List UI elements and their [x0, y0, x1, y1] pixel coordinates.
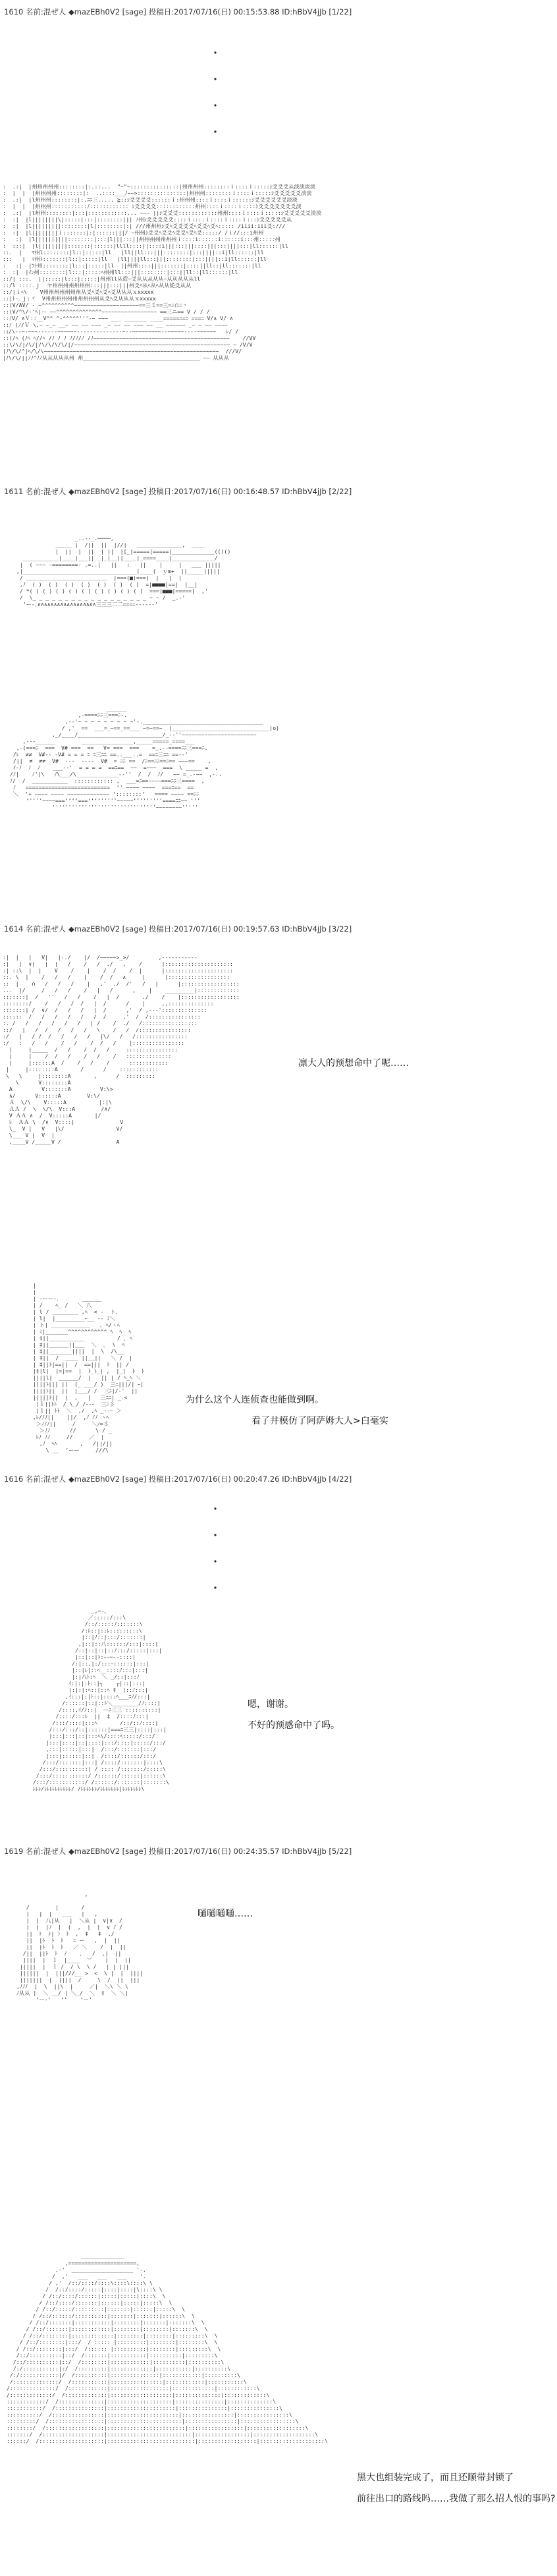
- character-ascii-art: | | | ‐ーー-､ ______ | / ﾍ_ / ＼ 八 | l / ________ ,ﾍ < - ト､ | l| |_________ｰ__ -- ﾐ＼ | ト| ____________ ､ ﾍ/ヽﾍ | ﾐ|_______^^^^^^^^^^^^ ﾍ ﾍ ﾍ | ‡||___________ / ､ ﾍ | ‡||______||___ ＼ ､ \ ﾍ | ‡||_______|||| | \ /\__ | ‡|| / ____ ||__|| ＼ / | | ‡||ﾄ|==|| / ==||| ﾄ || / |‡|l| |=|== | ﾄ_ﾄ_| , |_| ﾄ ﾄ ||||l| ______/ | || | / ﾍ_ﾍ ＼ ||||ﾄ||| || (_ ___/ ) 三ﾆ|||/| ｰ| ||||ﾄ|| || |___/ / 三ﾆ|/-' || |||||ﾄ|| | , | 三ﾆﾆ| _.< |ｌ||ﾄﾄ / \_/ /ｰ-ｰ 三ﾆ彡 |ｌ|| ﾄﾄ ＼ ,/ ,ﾍ _--ｰ ＞ ,ﾚ/ﾉﾉ|| ||/ ,ﾉ ﾉﾉ ヽﾍ ＞ﾉﾉﾉ|| / ＼ﾉ=彡 ＞ﾉﾉ // \ / _ ﾚﾉ ﾉﾉ // ／ | ,ﾉ ﾍﾍ , /||/|| \ __ ‘ーー ///\: [32, 1282, 145, 1453]
- forest-ascii-art: : .:| |州州州州州::::::::|:.::... "~"~:::::::::::::::|州州州州::::::::ｉ::::ｉ:::::ｼ爻爻爻从淡淡淡淡 : | | |州州州州::::::::|: ..::::___ﾉ~~>:::::::::::::::|州州州::::::::ｉ::::ｉ:::::ｼ爻爻爻爻爻淡淡 : .:| |l州州州::::::::|:.ﾆﾆ三..... ≧::ｼ爻爻爻爻::::::ｉ:州州州::::ｉ::::ｉ::::::ｼ爻爻爻爻爻爻淡淡 : | | |州州州:::::::::::ﾉ:::::::::::: ｼ爻爻爻爻::::::::::::州州::::ｉ::::ｉ::::ｼ爻爻爻爻爻爻爻淡 : .:| |l州州::::::::|:::|::::::::::::... ~~~ ||ｼ爻爻爻::::::::::::州州::::ｉ::::ｉ:::::ｼ爻爻爻爻爻淡淡 : :| |l||||||||\|:::::|:::|::::::::||| ﾉ州ｼ爻爻爻爻爻::::ｉ::::ｉ::::ｉ::::ｉ:::ｼ爻爻爻爻爻从 : :| |l|||||||||::::::::|l|::::::::|:| ///州州州ｼ爻ﾍ爻爻爻爻ﾍ爻爻ﾍ爻ﾍ::::: /iiii:iii爻:/// : :| |l||||||||ｉ:::::::|:|::::::|||/ ~州州ｼ爻爻ﾍ爻爻ﾍ爻爻ﾍ爻ﾍ爻:::::/ /ｉ//:::i州州 : :| |l||||||||||::::::::|:::|l|||:::||州州州州州州州ｉ::::i::::::i::::::i:::州:::::州 : :::| |l|||||||||:::::::|::::::|llll::::||::::i|||:::|||::::|||:::||||:::|ll::::::|ll ::. | ﾏ州l::::::::|l::|:::::|ll |ll||ll:::|||::::::::|:::||||::i|ll::::::|ll ::: | ﾏ州ﾄ:::::::|l::|:::::|ll |ll||||ll:::|||::::::::|:::||||::i|ll::::::|ll : :| |ﾌﾄ州::::::::|l:::|:::::|ll ||州州::::|||:::::::|::::||ll::|ll:::::::|ll : :| |ｲﾝ州::::::::|l:::|:::::ﾍ州州ll:::|||::::::::|:::||ll::|ll::::::|ll ::/| :::. ||:::::|l:::|:::::|州州ll从從~爻从从从从从~从从从从从ll ::/l ::::.ｊ ヤ州州州州州州州:::|||:::|||州爻ﾍ从ﾍ从ﾍ从从從爻从从 ::/|ｉﾍ\ V州州州州州州州从爻ﾍ爻ﾍ爻ﾍ爻从从从ｘxxxxx ::|ﾄ-.ｊ:ヾ V州州州州州州州州州州从爻ﾍ爻从从从ｘxxxxx ::(V/AV/ -_~^^^^^^^^^^~~~~~~~~~~~~~~~~~~~~==三ミ==三=ﾆｲﾆﾆ丶 ::(V/^\/-'ﾍ|ー ~~^^^^^^^^^^^^^^~~~~~~~~~~~~~~~~~ ==三ニ== V / / / ::ﾉV/ ∧Ｖ::__V^^ ^-^^^^^'''-~ ~~~ ___ _______ ____=====ﾆ=ﾆ ===ﾆ V/∧ V/ ∧ ::ﾉ (ﾉ/Ｖ \,~ ~_~ __~ ~~ ~~ ~~~ _~ ~~ ~~ ~~~ ~~ __ ~~~~~~ _~ ~ ~~ ~~~~ :ｨ/\--~-~~~------~~~~~~--------------~--~~~~~~~~~--~~~~~----~~~~~~ ﾚ/ / ::(/ﾍ (ﾉﾍ ﾍ//ﾍ /ﾉ ﾉ ﾉ ﾉ/ﾉ/ﾉ /ﾉ~~~~~~~~~~~~~~~~~~~~~~~~~~~~~~~~~~~~~~~~~~ //VV ::\/\/|/\/|/\/\/\/\/|/~~~~~~~~~~~~~~~~~~~~~~~~~~~~~~~~~~~~~~~~~~~~~~~~ ~ /V/V |ﾉ\/\/^|ﾍ/\/\~~~~~~~~~~~~~~~~~~~~~~~~~~~~~~~~~~~~~~~~~~~~~~~~~~~~~~ ///V/ |ﾉ\/\/||ﾉﾉ^ﾉﾉ从从从从从州 州____________________________________ ~~ 从从从: [3, 183, 322, 361]
- dialogue-text: 凛大人的预想命中了呢……: [298, 1058, 409, 1069]
- dot: ・: [209, 1503, 221, 1517]
- dot: ・: [209, 1555, 221, 1569]
- dialogue-text: 为什么这个人连侦查也能做到啊。: [186, 1395, 324, 1405]
- dot: ・: [209, 47, 221, 61]
- tank-ascii-art: _..--_.────, _____ | /|| || |//| ______________, ____ | || | || | || |[_|=====|=====|_____________(()() ___________|____|___|| _|_|__||____|_====____|_____________/ | ( ~~~ -========- .=..| || : || | | ___ ||||| ,|___________________________________|____( ｙm+ ||_____||||| / ＿＿＿＿＿＿＿＿＿＿＿＿＿＿＿ |===(■)===| | | | ,ﾉ ( ) ( ) ( ) ( ) ( ) ( ) ( ) =|■■■■|==| |__| / *( ) ( ) ( ) ( ) ( ) ( ) ( ) ( ) ( ) ===|■■■|=====| ,' / \_ _ _ _ _ _ _ _ _ _ _ _ _ _ _ _ _ _ ~ ~ / _.-' ‘ー-､∧∧∧∧∧∧∧∧∧∧∧∧∧∧∧∧∧∧三三三二二===ﾆ------': [16, 535, 231, 607]
- dot: ・: [209, 1529, 221, 1543]
- dialogue-text: 看了井模仿了阿萨姆大人>白毫实: [252, 1416, 388, 1426]
- dialogue-text: 嗵嗵嗵嗵……: [198, 1909, 253, 1919]
- dialogue-text: 嗯，谢谢。: [248, 1699, 294, 1710]
- dot: ・: [209, 99, 221, 113]
- tank-ascii-art: ______ ,-====ﾆﾆ三===ﾆ-. ,--'~ ~ ~ ~ ~ ~ ~ ~ ~'-._____________________________________ / ,' == ___=_~==_==___ ~=~==~ |______________________________|o) ,_/____/__________________________/_-‐''~~~~~~~~~~~~~~~~~~~~~~~ ,---______ ________________,_____=====_====___ ,-(===ﾆ === V# === == V= === === =_.--====ﾆﾆ三===ﾆ, /ﾚ ≠≠ V#-- -V# = = = ﾆ ﾆ三ﾆﾆ ==..___..= ==ﾆ三ﾆﾆ ==--' /|| ≠ ≠≠ V# --- ---- V# = ﾆﾆ == /ﾆ==ﾆﾆ==ﾆ== ~~~== , ｲ-ﾉ ﾉ ﾉ ___--' = = = = ==ﾆ== ~~ =~~~ === \ _____ = , /ﾉ| ﾉ'|\ ﾉ\___/\_____________--'' / / ﾉ/ ~~ =_.-~~ ,-.. ﾉ/ / ___________ :::::::::::: , ___=ﾆ==~~~~===ﾆﾆ三==== , ﾉ ========================== ‘' ~~~~ ~~~~ ===ﾆ== == ＼ ‘+ ~~~~ ~~~~ ~~~~~~~~~~~~~ ‘::::::::‘ ==== ~~~~ ==ﾆﾆ ‘''''~~~~===‘‘‘‘===‘‘‘‘'''''~~~~~‘‘'''''''====ﾆﾆ~~ ''' ''''''''''''''''''''''''''''''''~~~~~~~~''''': [9, 705, 280, 810]
- dot: ・: [209, 126, 221, 140]
- post-header: 1614 名前:混ぜ人 ◆mazEBh0V2 [sage] 投稿日:2017/07/16(日) 00:19:57.63 ID:hBbV4jJb [3/22]: [4, 924, 352, 934]
- character-ascii-art: :| | | V| |:./ |/ /~~~~~>_>/ ,----------- :| | ∨| | | / / / ./ , / |::::::::::::::::::::: :| ::\ | | V / | / / / | |::::::::::::::::::::: ::. \ | / / / | / / ∧ | |::::::::::::::::::: :: | ∩ / / / | ,' ./ /' / | |:::::::::::::::::: ... |/ / / / / | / , | _________|::::::::::::: :::::::| / '' / / / | / ./ / |:::::::::::::::::: ::::::::/ / / / / | / / | ,,:::::::::::::: :::::::| / ∨/ / / / | / ,' / ,---':::::::::::::: :::::: / / / / / / / ,' / /:::::::::::::::: :. / / / / / / | / / ./ /::::::::::::::::: ::/ | / / / / / \ / / /:::::::::::::::: :/ | / / / / / / |\/ / /:::::::::::::::: :/ : / / / / / / / |:::::::::::::::: | |_____ / / / / / :::::::::::::::: | | / / / / / / :::::::::::::: | |:::::.A / / / / :::::::::::: | |::::::::A / / :::::::::::: \ \ |::::::::A , / ::::::::: \ V::::::::A A V:::::::A V:\> ∧/ V::::::A V:\/ Ａ \/\ V:::::A |:|\ ＡＡ / \ \/\ V:::A /∧/ V ＡＡ ∧ / V:::::A |/ ﾚ ＡＡ \ /∨ V::::| V \_ V | V |\/ V/ \___ V | V | ,____V /_____V / A: [3, 954, 240, 1145]
- dialogue-text: 前往出口的路线吗……我做了那么招人恨的事吗?: [357, 2494, 556, 2504]
- post-header: 1611 名前:混ぜ人 ◆mazEBh0V2 [sage] 投稿日:2017/07/16(日) 00:16:48.57 ID:hBbV4jJb [2/22]: [4, 487, 352, 496]
- post-header: 1616 名前:混ぜ人 ◆mazEBh0V2 [sage] 投稿日:2017/07/16(日) 00:20:47.26 ID:hBbV4jJb [4/22]: [4, 1474, 352, 1484]
- dot: ・: [209, 73, 221, 87]
- dialogue-text: 黑大也组装完成了，而且还顺带封锁了: [357, 2473, 514, 2483]
- character-ascii-art: ＿＿＿＿＿＿＿＿ ,=====================, ,-' ___________________ '-. / ,' ___ ___ ___ '. / ,' /::/::::/::::\::::\::::\ \ / /::/::::/:::::|::::|::::|\::::\ \ / /::/::::/::::::|:::::|:::::|::::\ \ / /::/::::/:::::::|::::::|:::::|:::::\ \ / /::/:::::/:::::::::|:::::::|::::::|:::::\ \ / /::/::::::/::::::::::|:::::::|:::::::|::::::\ \ / /::/:::::::|:::::::::::|::::::::|:::::::|:::::::\ \ / /::/:::::::|::::::::::::|::::::::|::::::::|:::::::\ \ / /::/::::::::|:::::::::::::|::::::::|::::::::|:::::::::\ \ / /::/::::::::|:::/ / ::::: |:::::::::|::::::::|::::::::\ \ / /::/::::::::|:::/ /:::::: |::::::::::|::::::::|:::::::::\ \ /::/::::::::::|::/ /:::::::|:::::::::::|::::::::::|:::::::::\ /::/::::::::::|::/ /::::::::|::::::::::::|::::::::::|::::::::::\ /:/:::::::::::|:/ /:::::::::|:::::::::::::|:::::::::::|::::::::::\ /:/::::::::::::|/ /::::::::::|:::::::::::::::|::::::::::::|::::::::::\ /::::::::::::::/ /:::::::::::|::::::::::::::::|::::::::::::|:::::::::::\ /::::::::::::::/ /::::::::::::|::::::::::::::::::|:::::::::::::|::::::::::::\ /:::::::::::::/ /:::::::::::::|:::::::::::::::::::|::::::::::::::|:::::::::::::\ ::::::::::::/ /::::::::::::::|::::::::::::::::::::|:::::::::::::::|::::::::::::::\ :::::::::::/ /:::::::::::::::|:::::::::::::::::::::|:::::::::::::::|:::::::::::::::\ ::::::::::/ /::::::::::::::::|::::::::::::::::::::::|::::::::::::::::|::::::::::::::::\ :::::::::/ /:::::::::::::::::|:::::::::::::::::::::::|::::::::::::::::|:::::::::::::::::\ ::::::::/ /::::::::::::::::::|::::::::::::::::::::::::|:::::::::::::::::|::::::::::::::::::\ :::::::/ /:::::::::::::::::::|::::::::::::::::::::::::::|:::::::::::::::::|:::::::::::::::::::\ ::::::/ /::::::::::::::::::::|:::::::::::::::::::::::::::|::::::::::::::::::|::::::::::::::::::::\: [7, 2253, 328, 2444]
- dialogue-text: 不好的预感命中了吗。: [248, 1720, 340, 1731]
- post-header: 1619 名前:混ぜ人 ◆mazEBh0V2 [sage] 投稿日:2017/07/16(日) 00:24:35.57 ID:hBbV4jJb [5/22]: [4, 1847, 352, 1856]
- ellipsis-dots: [209, 41, 221, 146]
- character-ascii-art: , / | / | | | ___ | , | | 八|从 | ＼从 | ∨|∨ / | | |ﾉ | ( , | | ∨ ﾉ / || ﾄ ﾄ| 〉 ﾄ , ‡ ‡ ,/ || |ﾄ ﾄ ﾄ ﾆ ー , | || || |ﾄ ﾄ ﾄ ／ ＼ / | || /|| ||ﾄ ﾄ ﾉ ､ / ,| || |||| | ｌ |____ ︶ | | || ||||| | ｌ / / \ \ / | | ||| |||||| | |||///__ > < \ | | |||| ||||||| | |||| / \ / || ||| ,ﾉﾉﾉ | \ ||\ | ／| ＼\ ＼ \ ﾉ从从 | ＼ __/ | ＼_/ ＼ ‡ ＼ ＼| ‘ー‐' ‘' ‘ー': [16, 1891, 144, 2003]
- character-ascii-art: _,─-、 ／:::::/:::\ /::/:::::ﾉ:::::::\ /:ﾚ::|::ﾚ:::::::::\ |::|ﾉ::|:::/:::::::| ,|::|::八::::::/:::|::::| /::|::|::|::ﾉ:::/:::::|:::| |::|::|ﾄ:ｰ-─--::::| /:|::,|:/:::ｰ::::::|:::| |::|ﾚ|::ﾍ__::::ﾉ:::|:::| |:|八ﾄ:ﾍ ＼ _/::|:::ﾉ ｲ:|:|:ﾄ::|┐ ┌|::|:::| |:|:|:ﾍ::|::ﾍ ‡ |::ﾉ:::| ,ｲ:::|:|ﾄ::|::::ﾍ___ﾆﾉ/:::| /::::::|::|::ﾄ＼________/ﾉ::::| /::::,ｲ/ﾉ::| ーﾆ三三 ::::::::::| /::::/:::ﾚ || ‡ /::::ﾉ:::| /:::/::::|:::ﾍ /::/::ﾉ::::| /:::/:::/::|::::::|===ﾆ三三|::::|:::| |:::|:::|::|:::ﾍ\/::::ﾍ:::::/:::/ |:::|::::|::|::::|:::/::::|:::::/:::/ ,:::|:::::|:::| /:::/:::::::|:::/ |:::|::::::|::| /::::/::::::/:::/ /:::/:::::::|:::| /::::/:::::::|::::\ /:::/::::::::::| / :::: /:::::::/:::::\ /:::/:::::::::::/ /::::::/::::::|::::::\ /:::/:::::::::::/ /::::::/:::::::|:::::::\ ﾚﾚﾚ/ﾚﾚﾚﾚﾚﾚﾚﾚﾚﾚ/ /ﾚﾚﾚﾚﾚﾚ/ﾚﾚﾚﾚﾚﾚﾚ|ﾚﾚﾚﾚﾚﾚﾚ\: [32, 1608, 169, 1792]
- dot: ・: [209, 1582, 221, 1596]
- post-header: 1610 名前:混ぜ人 ◆mazEBh0V2 [sage] 投稿日:2017/07/16(日) 00:15:53.88 ID:hBbV4jJb [1/22]: [4, 7, 352, 16]
- ellipsis-dots: [209, 1497, 221, 1602]
